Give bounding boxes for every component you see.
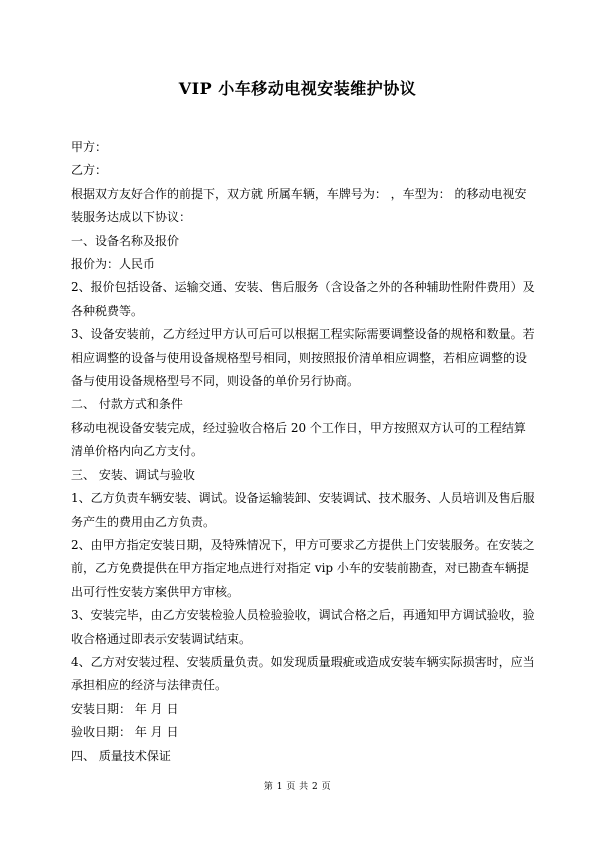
page-footer: 第 1 页 共 2 页 — [263, 782, 332, 792]
section-2-heading: 二、 付款方式和条件 — [71, 397, 183, 412]
acceptance-date-line: 验收日期： 年 月 日 — [71, 725, 179, 740]
install-date-line: 安装日期： 年 月 日 — [71, 701, 179, 716]
clause-1-3: 3、设备安装前，乙方经过甲方认可后可以根据工程实际需要调整设备的规格和数量。若相应调整的设备与使用设备规格型号相同，则按照报价清单相应调整，若相应调整的设备与使用设备规格型号不同，则设备的单价另行协商。 — [71, 327, 535, 389]
clause-3-3: 3、安装完毕，由乙方安装检验人员检验验收，调试合格之后，再通知甲方调试验收，验收合格通过即表示安装调试结束。 — [71, 608, 535, 646]
section-4-heading: 四、 质量技术保证 — [71, 748, 171, 763]
clause-3-1: 1、乙方负责车辆安装、调试。设备运输装卸、安装调试、技术服务、人员培训及售后服务产生的费用由乙方负责。 — [71, 491, 535, 529]
section-3-heading: 三、 安装、调试与验收 — [71, 467, 195, 482]
clause-3-2: 2、由甲方指定安装日期，及特殊情况下，甲方可要求乙方提供上门安装服务。在安装之前，乙方免费提供在甲方指定地点进行对指定 vip 小车的安装前勘查，对已勘查车辆提出可行性安装方案供甲方审核。 — [71, 537, 535, 599]
party-a-line: 甲方： — [71, 140, 108, 154]
document-title: VIP 小车移动电视安装维护协议 — [178, 79, 417, 98]
party-b-line: 乙方： — [71, 163, 108, 178]
section-1-heading: 一、设备名称及报价 — [71, 233, 180, 248]
clause-3-4: 4、乙方对安装过程、安装质量负责。如发现质量瑕疵或造成安装车辆实际损害时，应当承担相应的经济与法律责任。 — [71, 654, 535, 693]
payment-paragraph: 移动电视设备安装完成，经过验收合格后 20 个工作日，甲方按照双方认可的工程结算清单价格内向乙方支付。 — [71, 420, 526, 459]
quote-line: 报价为：人民币 — [71, 257, 156, 272]
document-body — [71, 136, 535, 768]
preamble-paragraph: 根据双方友好合作的前提下，双方就 所属车辆，车牌号为： ，车型为： 的移动电视安装服务达成以下协议： — [71, 186, 527, 225]
clause-1-2: 2、报价包括设备、运输交通、安装、售后服务（含设备之外的各种辅助性附件费用）及各种税费等。 — [71, 280, 535, 318]
